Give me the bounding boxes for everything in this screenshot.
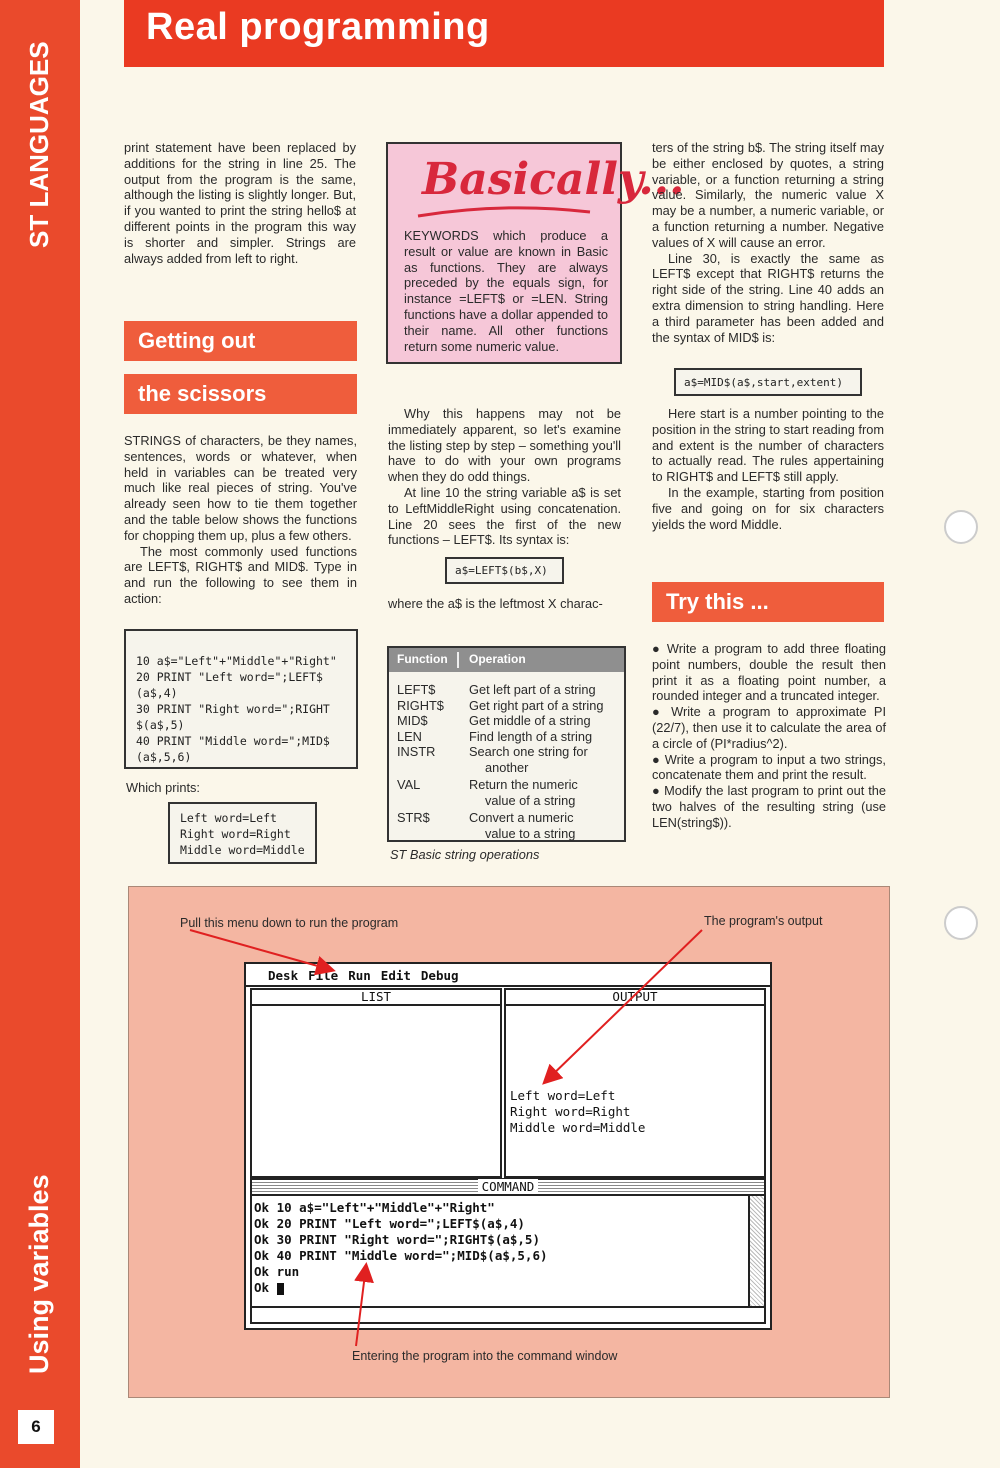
header-function: Function	[397, 652, 448, 667]
arrow-to-command	[356, 1266, 366, 1346]
section-label: ST LANGUAGES	[24, 41, 54, 248]
caption-output: The program's output	[704, 914, 823, 928]
table-row: LEFT$ Get left part of a string	[397, 682, 596, 697]
page-title: Real programming	[146, 6, 490, 48]
output-title: OUTPUT	[506, 990, 764, 1006]
box-title: Basically...	[422, 154, 685, 205]
topic-label: Using variables	[24, 1174, 54, 1374]
caption-command: Entering the program into the command window	[352, 1349, 618, 1363]
paragraph: Why this happens may not be immediately apparent, so let's examine the listing step by step – something you'll have to do with your own programs when they do odd things.	[388, 406, 621, 485]
table-row: LEN Find length of a string	[397, 728, 593, 744]
menu-edit[interactable]: Edit	[380, 968, 411, 983]
list-item: ● Write a program to add three floating point numbers, double the result then print it as a floating point number, a rounded integer and a truncated integer.	[652, 641, 886, 704]
arrow-to-output	[545, 930, 702, 1082]
heading-the-scissors: the scissors	[124, 374, 357, 414]
paragraph: ters of the string b$. The string itself may be either enclosed by quotes, a string variable, or a function returning a string value. Similarly, the numeric value X may be a number, a numeric variable, or a function returning a number. Negative values of X will cause an error.	[652, 140, 884, 250]
list-item: ● Modify the last program to print out the two halves of the resulting string (use LEN(string$)).	[652, 783, 886, 830]
paragraph: The most commonly used functions are LEFT$, RIGHT$ and MID$. Type in and run the following to see them in action:	[124, 543, 357, 606]
table-row: MID$ Get middle of a string	[397, 713, 591, 728]
heading-getting-out: Getting out	[124, 321, 357, 361]
list-item: ● Write a program to input a two strings, concatenate them and print the result.	[652, 751, 886, 783]
output-listing: Left word=Left Right word=Right Middle word=Middle	[168, 802, 317, 864]
syntax-mid: a$=MID$(a$,start,extent)	[674, 368, 862, 396]
page-number: 6	[18, 1410, 54, 1444]
col2-tail: where the a$ is the leftmost X charac-	[388, 596, 603, 611]
list-title: LIST	[252, 990, 500, 1006]
table-caption: ST Basic string operations	[390, 847, 540, 862]
caption-menu: Pull this menu down to run the program	[180, 916, 399, 930]
menu-debug[interactable]: Debug	[420, 968, 459, 983]
command-title: COMMAND	[478, 1179, 539, 1194]
which-prints: Which prints:	[126, 780, 200, 795]
paragraph: At line 10 the string variable a$ is set to LeftMiddleRight using concatenation. Line 20 sees the first of the new functions – LEFT$. Its syntax is:	[388, 484, 621, 548]
arrow-to-menu	[190, 930, 332, 970]
table-row: STR$ Convert a numeric value to a string	[397, 810, 576, 841]
paragraph: In the example, starting from position five and going on for six characters yields the word Middle.	[652, 484, 884, 532]
table-row: RIGHT$ Get right part of a string	[397, 697, 604, 713]
menu-run[interactable]: Run	[348, 968, 371, 983]
syntax-left: a$=LEFT$(b$,X)	[445, 557, 564, 584]
header-operation: Operation	[457, 652, 526, 668]
paragraph: Line 30, is exactly the same as LEFT$ except that RIGHT$ returns the right side of the string. Line 40 adds an extra dimension to string handling. Here a third parameter has been added and the syntax of MID$ is:	[652, 250, 884, 345]
paragraph: Here start is a number pointing to the position in the string to start reading from and extent is the number of characters to actually read. The rules appertaining to RIGHT$ and LEFT$ still apply.	[652, 406, 884, 485]
command-text: Ok 10 a$="Left"+"Middle"+"Right" Ok 20 PRINT "Left word=";LEFT$(a$,4) Ok 30 PRINT "Right word=";RIGHT$(a$,5) Ok 40 PRINT "Middle word=";MID$(a$,5,6) Ok run Ok	[254, 1200, 548, 1295]
heading-try-this: Try this ...	[652, 582, 884, 622]
col1-intro: print statement have been replaced by additions for the string in line 25. The output from the program is the same, although the listing is slightly longer. But, if you wanted to print the string hello$ at different points in the program this way is shorter and simpler. Strings are always added from left to right.	[124, 140, 356, 266]
code-listing: 10 a$="Left"+"Middle"+"Right" 20 PRINT "Left word=";LEFT$ (a$,4) 30 PRINT "Right word=";RIGHT $(a$,5) 40 PRINT "Middle word=";MID$ (a$,5,6)	[124, 629, 358, 769]
box-text: KEYWORDS which produce a result or value are known in Basic as functions. They are always preceded by the equals sign, for instance =LEFT$ or =LEN. String functions have a dollar appended to their name. All other functions return some numeric value.	[404, 228, 608, 354]
output-text: Left word=Left Right word=Right Middle word=Middle	[510, 1088, 646, 1135]
menu-desk[interactable]: Desk	[268, 968, 299, 983]
list-item: ● Write a program to approximate PI (22/7), then use it to calculate the area of a circle of (PI*radius^2).	[652, 704, 886, 751]
table-row: VAL Return the numeric value of a string	[397, 777, 578, 808]
table-row: INSTR Search one string for another	[397, 744, 588, 775]
paragraph: STRINGS of characters, be they names, sentences, words or whatever, when held in variables can be treated very much like real pieces of string. You've already seen how to tie them together and the table below shows the functions for chopping them up, plus a few others.	[124, 433, 357, 543]
menu-file[interactable]: File	[308, 968, 339, 983]
